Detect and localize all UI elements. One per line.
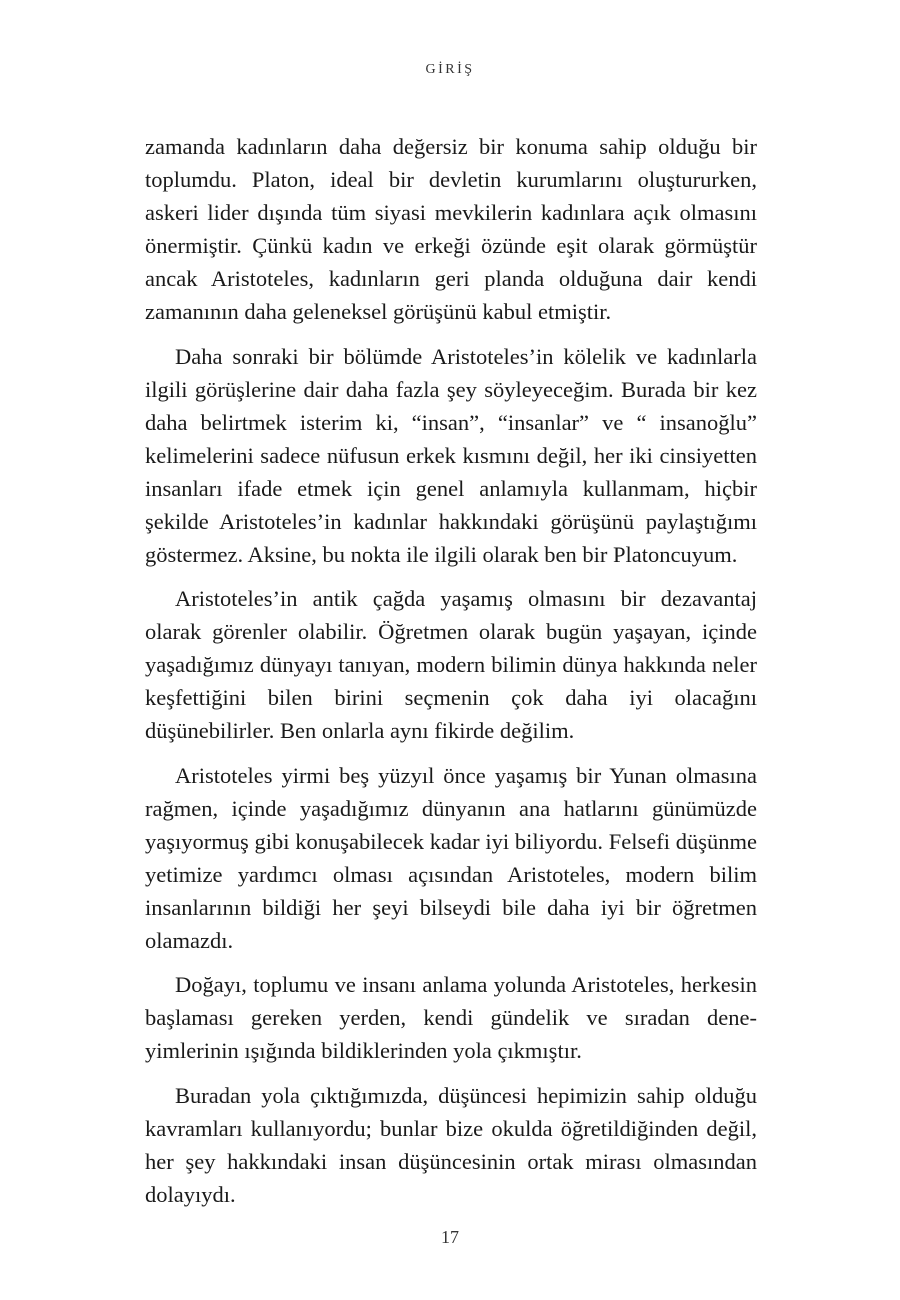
paragraph: Daha sonraki bir bölümde Aristoteles’in kölelik ve kadınlarla ilgili görüşlerine dair daha fazla şey söyleyeceğim. Burada bir kez daha belirtmek isterim ki, “insan”, “insanlar” ve “ insanoğlu” kelimelerini sadece nüfusun erkek kısmını değil, her iki cinsiyetten insanları ifade etmek için genel anlamıyla kullanmam, hiçbir şekilde Aristoteles’in kadınlar hakkındaki görüşünü paylaştığımı göstermez. Aksine, bu nokta ile ilgili olarak ben bir Platoncuyum. xyxy=(145,343,757,567)
paragraph-continued: zamanda kadınların daha değersiz bir konuma sahip olduğu bir toplumdu. Platon, ideal bir devletin kurumlarını oluştururken, askeri lider dışında tüm siyasi mevkilerin kadınlara açık olmasını önermiştir. Çünkü kadın ve erkeği özünde eşit olarak görmüştür ancak Aristoteles, kadınların geri planda olduğuna dair kendi zamanının daha geleneksel görüşünü kabul etmiştir. xyxy=(145,134,757,324)
paragraph: Aristoteles’in antik çağda yaşamış olmasını bir dezavantaj olarak görenler olabilir. Öğretmen olarak bugün yaşayan, içinde yaşadığımız dünyayı tanıyan, modern bilimin dünya hakkında neler keşfettiğini bilen birini seçmenin çok daha iyi olacağını düşünebilirler. Ben onlarla aynı fikirde değilim. xyxy=(145,586,757,743)
paragraph: Buradan yola çıktığımızda, düşüncesi hepimizin sahip olduğu kavramları kullanıyordu; bunlar bize okulda öğretildiğinden değil, her şey hakkındaki insan düşüncesinin ortak mirası olmasından dolayıydı. xyxy=(145,1082,757,1207)
page-number: 17 xyxy=(441,1227,459,1247)
paragraph: Doğayı, toplumu ve insanı anlama yolunda Aristoteles, herkesin başlaması gereken yerden, kendi gündelik ve sıradan deneyimlerinin ışığında bildiklerinden yola çıkmıştır. xyxy=(145,972,757,1063)
running-head: GİRİŞ xyxy=(425,62,475,77)
paragraph: Aristoteles yirmi beş yüzyıl önce yaşamış bir Yunan olmasına rağmen, içinde yaşadığımız dünyanın ana hatlarını günümüzde yaşıyormuş gibi konuşabilecek kadar iyi biliyordu. Felsefi düşünme yetimize yardımcı olması açısından Aristoteles, modern bilim insanlarının bildiği her şeyi bilseydi bile daha iyi bir öğretmen olamazdı. xyxy=(145,762,757,953)
body-text xyxy=(145,130,757,1222)
